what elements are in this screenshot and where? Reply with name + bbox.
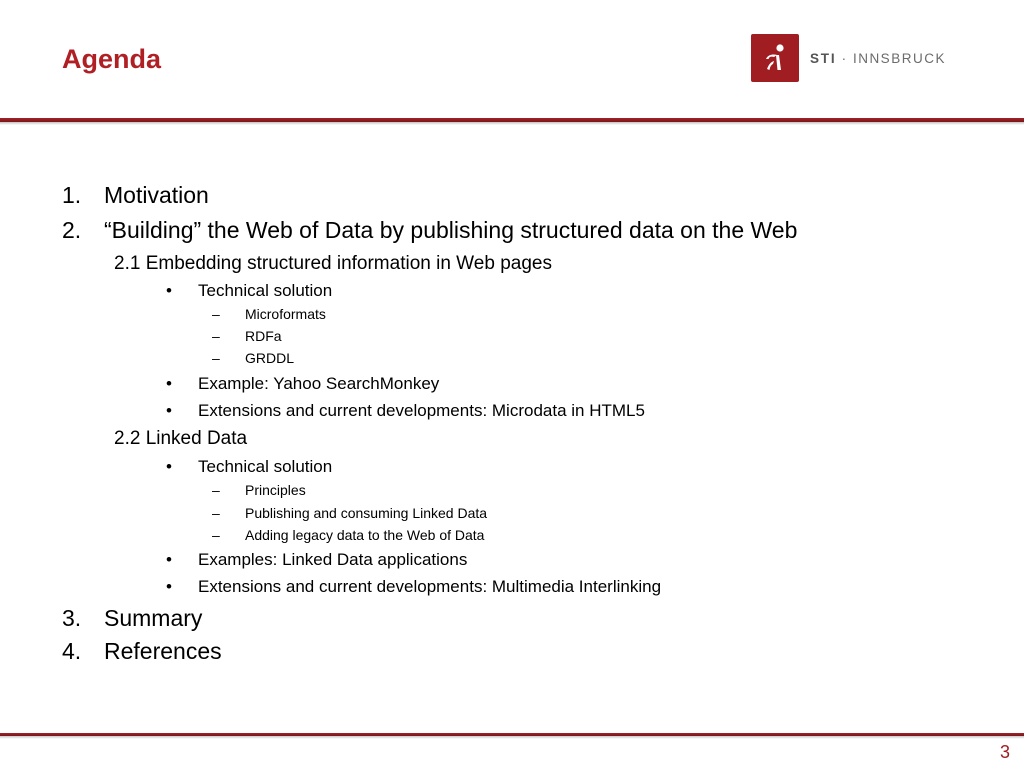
dash-text: Adding legacy data to the Web of Data xyxy=(245,527,485,543)
dash-marker: – xyxy=(212,505,220,521)
dash-text: RDFa xyxy=(245,328,282,344)
logo-brand: STI xyxy=(810,50,837,66)
bullet-marker: • xyxy=(166,281,172,300)
subsection-2-1: 2.1 Embedding structured information in Web pages xyxy=(114,253,552,274)
bullet-text: Extensions and current developments: Microdata in HTML5 xyxy=(198,401,645,420)
bullet-text: Examples: Linked Data applications xyxy=(198,550,468,569)
item-text: Motivation xyxy=(104,182,209,208)
bullet-text: Extensions and current developments: Multimedia Interlinking xyxy=(198,577,662,596)
dash-text: GRDDL xyxy=(245,350,295,366)
dash-marker: – xyxy=(212,328,220,344)
dash-marker: – xyxy=(212,482,220,498)
bullet-text: Technical solution xyxy=(198,457,333,476)
logo-separator: · xyxy=(841,50,848,66)
item-number: 4. xyxy=(62,638,82,664)
header-rule-shadow xyxy=(0,122,1024,125)
bullet-marker: • xyxy=(166,457,172,476)
dash-text: Principles xyxy=(245,482,306,498)
logo-wordmark xyxy=(810,51,946,66)
item-text: “Building” the Web of Data by publishing structured data on the Web xyxy=(104,217,798,243)
bullet-marker: • xyxy=(166,401,172,420)
item-text: Summary xyxy=(104,605,203,631)
item-number: 1. xyxy=(62,182,82,208)
bullet-marker: • xyxy=(166,550,172,569)
subsection-2-2: 2.2 Linked Data xyxy=(114,428,248,449)
dash-marker: – xyxy=(212,527,220,543)
item-number: 2. xyxy=(62,217,82,243)
dash-text: Publishing and consuming Linked Data xyxy=(245,505,488,521)
dash-text: Microformats xyxy=(245,306,326,322)
logo-name: INNSBRUCK xyxy=(852,50,946,66)
bullet-marker: • xyxy=(166,577,172,596)
page-number: 3 xyxy=(999,742,1010,762)
bullet-marker: • xyxy=(166,374,172,393)
bullet-text: Technical solution xyxy=(198,281,333,300)
dash-marker: – xyxy=(212,350,220,366)
footer-rule-shadow xyxy=(0,736,1024,739)
slide-title: Agenda xyxy=(62,44,162,74)
sti-innsbruck-logo xyxy=(751,34,946,82)
sti-logo-icon xyxy=(751,34,799,82)
bullet-text: Example: Yahoo SearchMonkey xyxy=(198,374,440,393)
item-text: References xyxy=(104,638,222,664)
item-number: 3. xyxy=(62,605,82,631)
dash-marker: – xyxy=(212,306,220,322)
